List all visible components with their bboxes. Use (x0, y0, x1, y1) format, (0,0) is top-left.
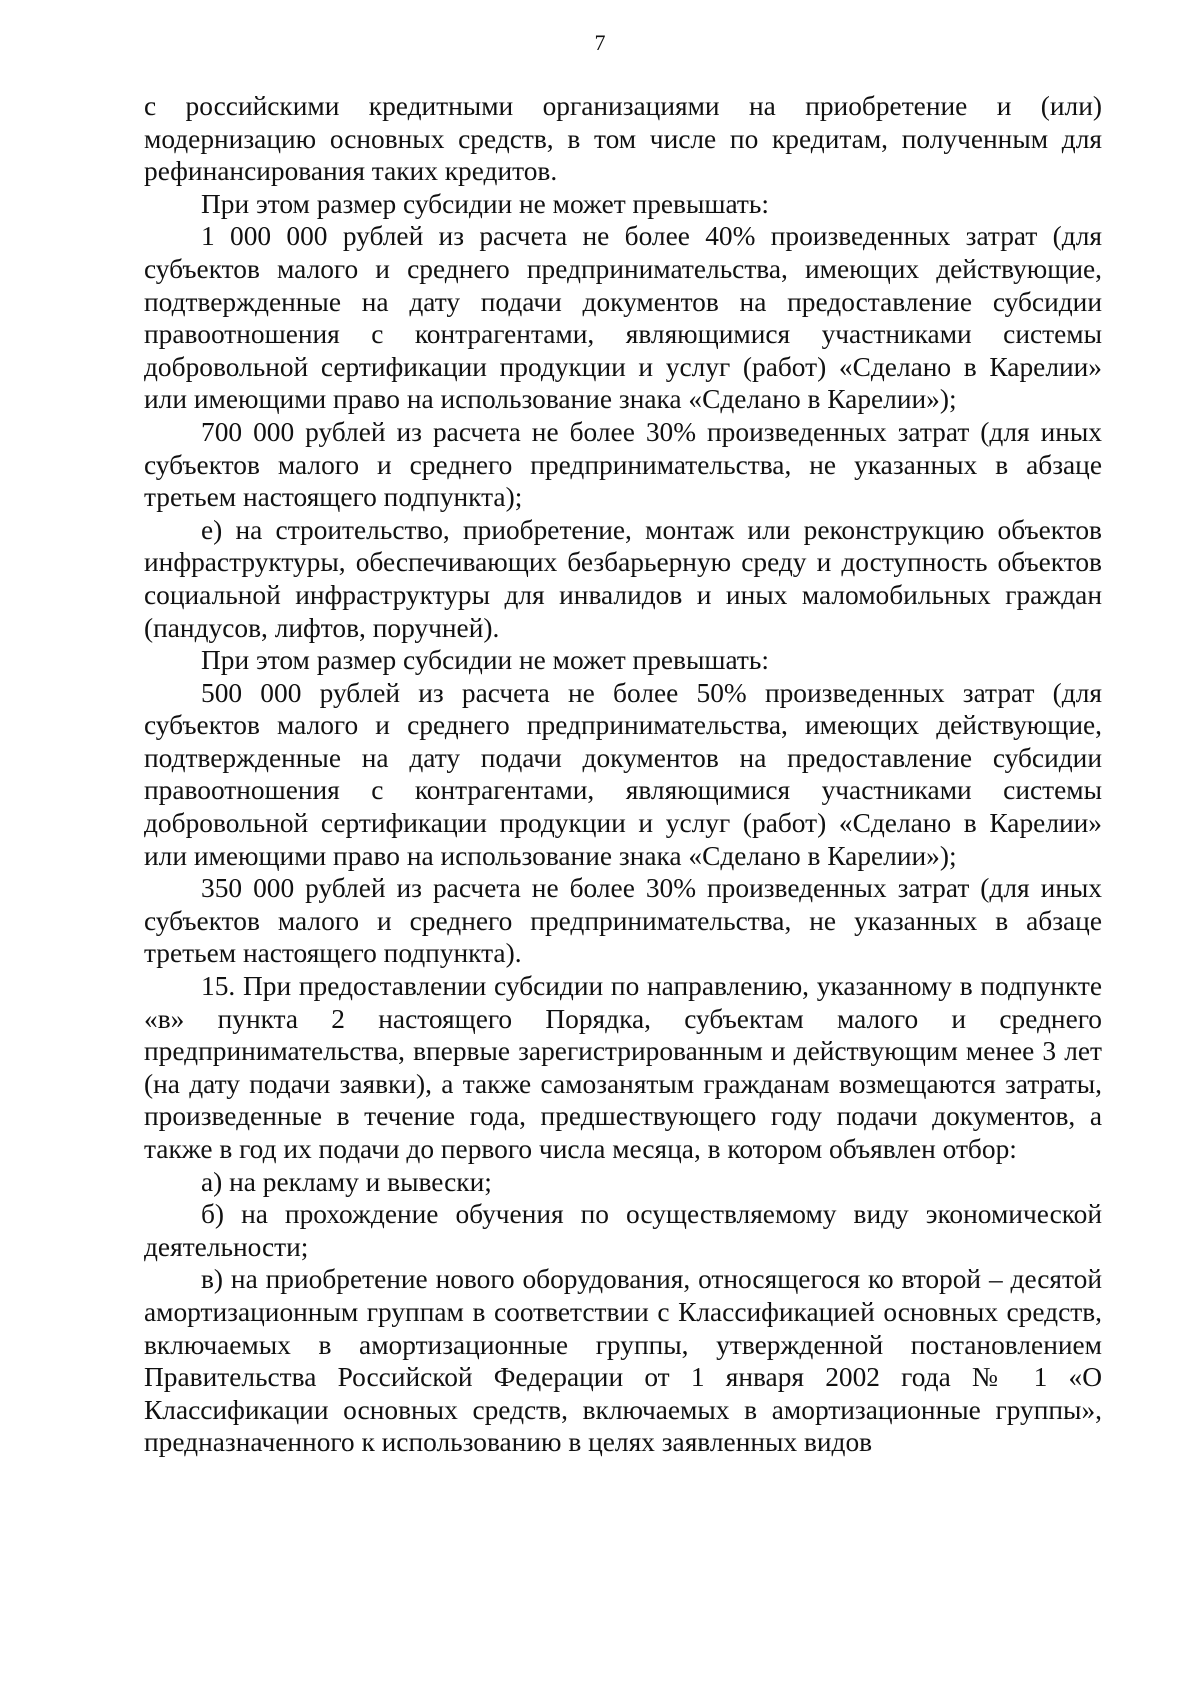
paragraph: 500 000 рублей из расчета не более 50% произведенных затрат (для субъектов малого и среднего предпринимательства, имеющих действующие, подтвержденные на дату подачи документов на предоставление субсидии правоотношения с контрагентами, являющимися участниками системы добровольной сертификации продукции и услуг (работ) «Сделано в Карелии» или имеющими право на использование знака «Сделано в Карелии»); (144, 677, 1102, 871)
paragraph: 15. При предоставлении субсидии по направлению, указанному в подпункте «в» пункта 2 настоящего Порядка, субъектам малого и среднего предпринимательства, впервые зарегистрированным и действующим менее 3 лет (на дату подачи заявки), а также самозанятым гражданам возмещаются затраты, произведенные в течение года, предшествующего году подачи документов, а также в год их подачи до первого числа месяца, в котором объявлен отбор: (144, 971, 1102, 1164)
paragraph: 700 000 рублей из расчета не более 30% произведенных затрат (для иных субъектов малого и среднего предпринимательства, не указанных в абзаце третьем настоящего подпункта); (144, 416, 1102, 513)
page-number: 7 (594, 30, 606, 55)
paragraph: 1 000 000 рублей из расчета не более 40% произведенных затрат (для субъектов малого и среднего предпринимательства, имеющих действующие, подтвержденные на дату подачи документов на предоставление субсидии правоотношения с контрагентами, являющимися участниками системы добровольной сертификации продукции и услуг (работ) «Сделано в Карелии» или имеющими право на использование знака «Сделано в Карелии»); (144, 221, 1102, 415)
paragraph: а) на рекламу и вывески; (201, 1166, 492, 1197)
paragraph: При этом размер субсидии не может превышать: (201, 188, 770, 219)
paragraph: с российскими кредитными организациями на приобретение и (или) модернизацию основных средств, в том числе по кредитам, полученным для рефинансирования таких кредитов. (144, 91, 1102, 187)
paragraph: 350 000 рублей из расчета не более 30% произведенных затрат (для иных субъектов малого и среднего предпринимательства, не указанных в абзаце третьем настоящего подпункта). (144, 873, 1102, 969)
paragraph: При этом размер субсидии не может превышать: (201, 645, 770, 676)
paragraph: в) на приобретение нового оборудования, относящегося ко второй – десятой амортизационным группам в соответствии с Классификацией основных средств, включаемых в амортизационные группы, утвержденной постановлением Правительства Российской Федерации от 1 января 2002 года № 1 «О Классификации основных средств, включаемых в амортизационные группы», предназначенного к использованию в целях заявленных видов (144, 1264, 1102, 1458)
paragraph: б) на прохождение обучения по осуществляемому виду экономической деятельности; (144, 1199, 1102, 1262)
paragraph: е) на строительство, приобретение, монтаж или реконструкцию объектов инфраструктуры, обеспечивающих безбарьерную среду и доступность объектов социальной инфраструктуры для инвалидов и иных маломобильных граждан (пандусов, лифтов, поручней). (144, 514, 1102, 643)
document-body (144, 90, 1102, 1459)
